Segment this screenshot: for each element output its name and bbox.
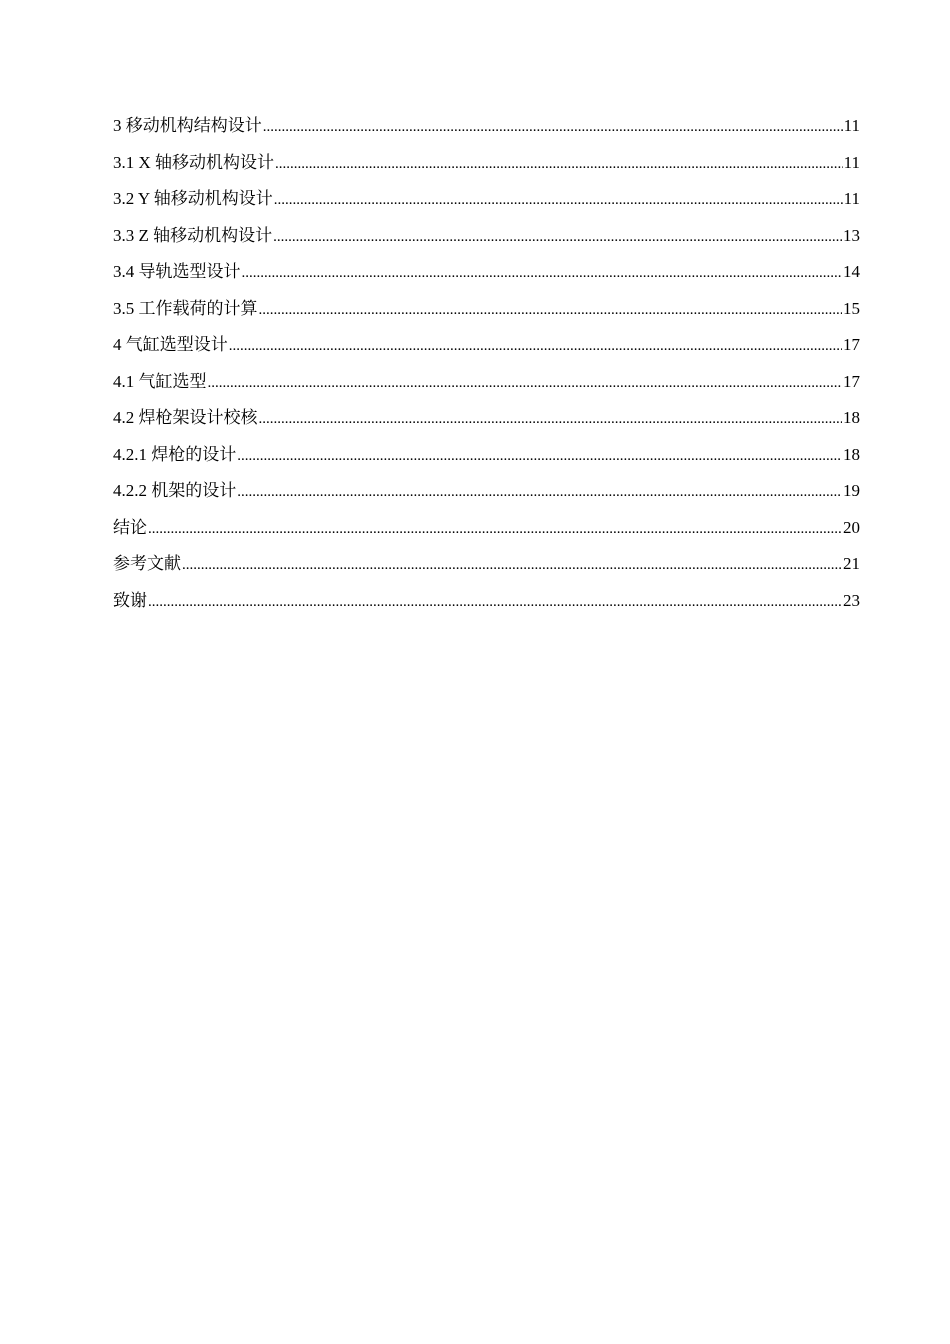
toc-dot-leader	[208, 364, 843, 402]
toc-entry-3-1[interactable]	[113, 145, 860, 182]
toc-entry-4[interactable]	[113, 327, 860, 364]
toc-entry-title: 4 气缸选型设计	[113, 335, 228, 354]
toc-dot-leader	[273, 218, 842, 256]
toc-entry-acknowledgements[interactable]	[113, 583, 860, 620]
toc-entry-3-2[interactable]	[113, 181, 860, 218]
toc-entry-page: 17	[843, 371, 860, 391]
toc-entry-page: 15	[843, 298, 860, 318]
toc-entry-page: 11	[843, 152, 860, 172]
toc-entry-page: 18	[843, 408, 860, 427]
toc-dot-leader	[237, 437, 842, 475]
toc-entry-title: 3.2 Y 轴移动机构设计	[113, 189, 273, 208]
toc-dot-leader	[275, 145, 843, 183]
toc-dot-leader	[148, 583, 842, 621]
toc-entry-4-1[interactable]	[113, 364, 860, 401]
toc-entry-3-3[interactable]	[113, 218, 860, 255]
toc-entry-title: 结论	[113, 517, 147, 537]
toc-dot-leader	[237, 473, 842, 511]
toc-entry-title: 参考文献	[113, 554, 181, 573]
toc-entry-3[interactable]	[113, 108, 860, 145]
toc-entry-conclusion[interactable]	[113, 510, 860, 547]
toc-entry-page: 11	[843, 189, 860, 208]
toc-entry-title: 3.1 X 轴移动机构设计	[113, 152, 275, 172]
table-of-contents	[113, 108, 860, 619]
toc-dot-leader	[263, 108, 843, 146]
toc-entry-4-2[interactable]	[113, 400, 860, 437]
toc-entry-page: 11	[843, 116, 860, 135]
toc-entry-title: 4.2.1 焊枪的设计	[113, 444, 237, 464]
toc-entry-title: 4.1 气缸选型	[113, 371, 207, 391]
toc-entry-page: 21	[843, 554, 860, 573]
toc-entry-4-2-2[interactable]	[113, 473, 860, 510]
toc-entry-4-2-1[interactable]	[113, 437, 860, 474]
toc-dot-leader	[259, 400, 843, 438]
toc-entry-title: 4.2.2 机架的设计	[113, 481, 237, 500]
toc-entry-page: 13	[843, 225, 860, 245]
toc-entry-page: 18	[843, 444, 860, 464]
toc-entry-title: 3 移动机构结构设计	[113, 116, 262, 135]
toc-entry-3-4[interactable]	[113, 254, 860, 291]
toc-dot-leader	[182, 546, 842, 584]
toc-entry-title: 3.3 Z 轴移动机构设计	[113, 225, 273, 245]
toc-entry-3-5[interactable]	[113, 291, 860, 328]
toc-entry-title: 3.5 工作载荷的计算	[113, 298, 258, 318]
toc-entry-page: 19	[843, 481, 860, 500]
toc-entry-title: 致谢	[113, 590, 147, 610]
toc-entry-references[interactable]	[113, 546, 860, 583]
toc-entry-page: 17	[843, 335, 860, 354]
toc-entry-title: 4.2 焊枪架设计校核	[113, 408, 258, 427]
toc-entry-page: 23	[843, 590, 860, 610]
toc-entry-title: 3.4 导轨选型设计	[113, 262, 241, 281]
toc-dot-leader	[274, 181, 843, 219]
toc-dot-leader	[229, 327, 842, 365]
toc-entry-page: 14	[843, 262, 860, 281]
toc-dot-leader	[259, 291, 843, 329]
toc-entry-page: 20	[843, 517, 860, 537]
toc-dot-leader	[148, 510, 842, 548]
toc-dot-leader	[242, 254, 843, 292]
